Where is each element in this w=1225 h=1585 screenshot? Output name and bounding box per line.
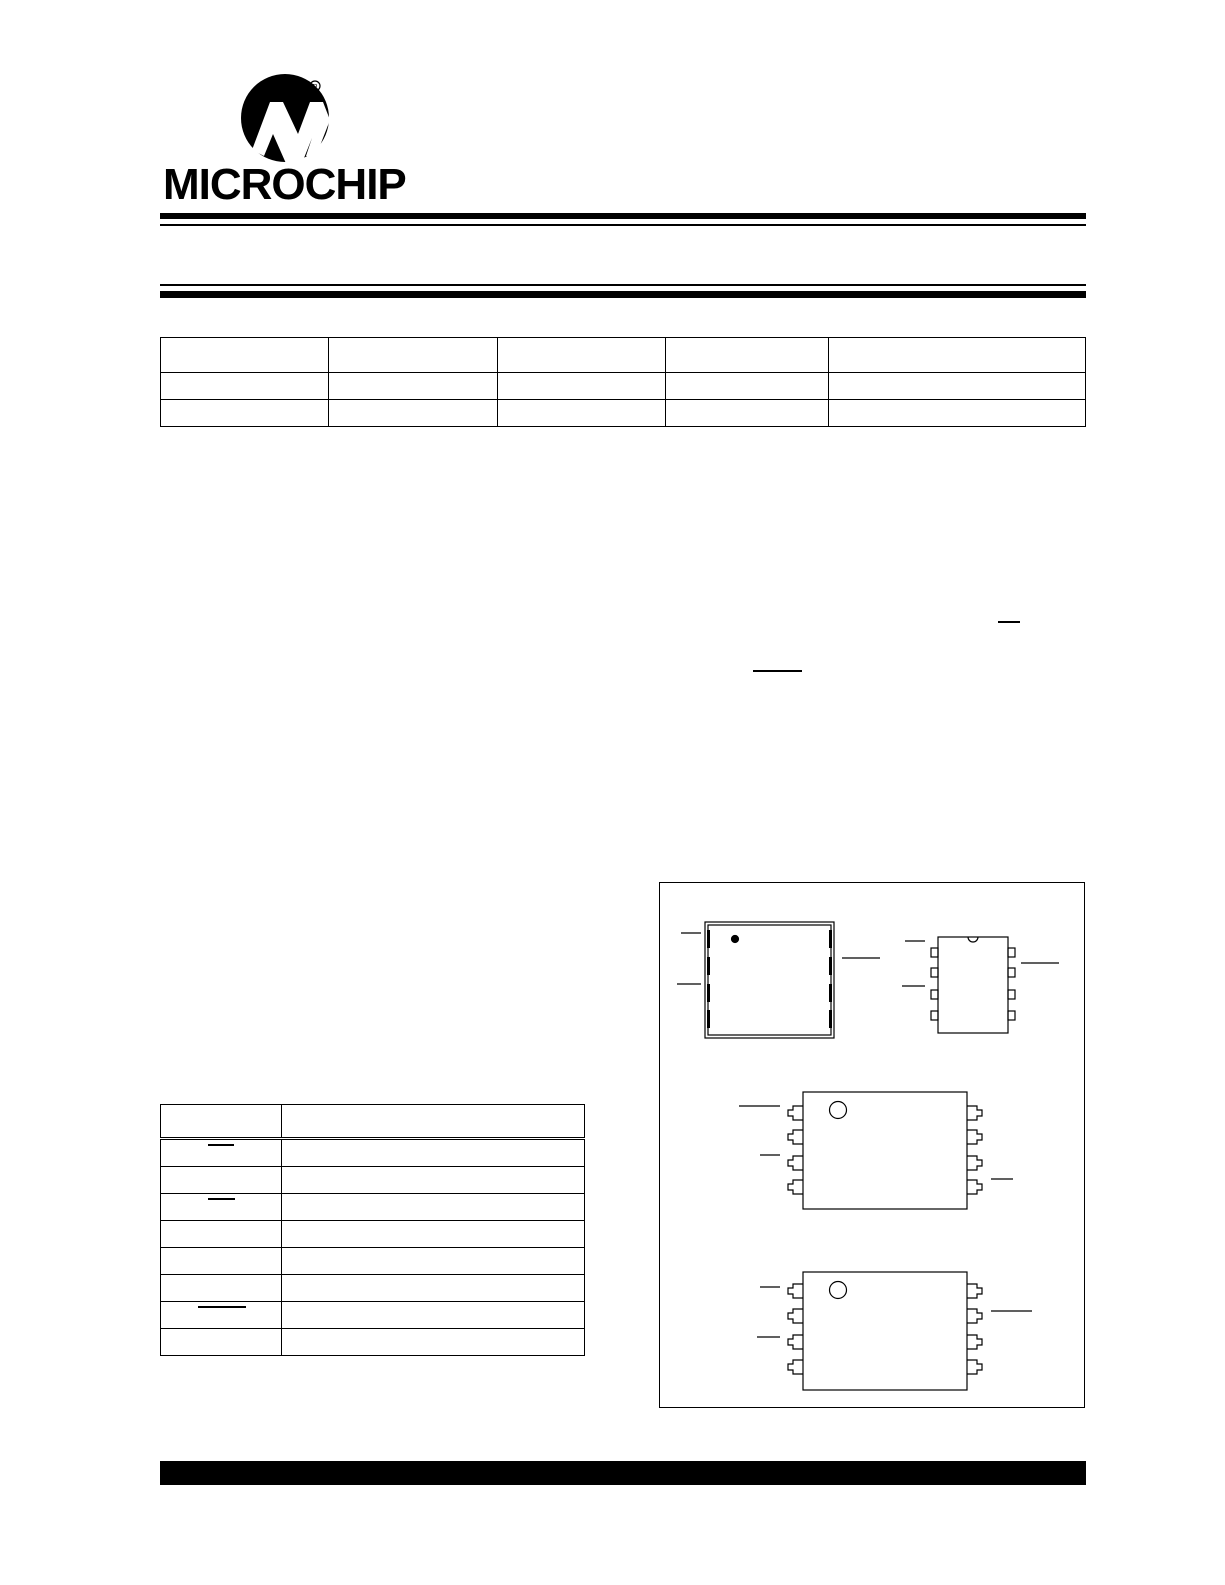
table-row [161, 400, 1086, 427]
table-row [161, 1248, 585, 1275]
table-row [161, 1167, 585, 1194]
table-row [161, 1194, 585, 1221]
header-rule-thin [160, 224, 1086, 226]
soic-package-diagram [739, 1092, 1013, 1209]
table-row [161, 1139, 585, 1167]
footer-bar [160, 1461, 1086, 1485]
title-rule-thick [160, 291, 1086, 298]
overbar-mark [753, 670, 802, 672]
table-row [161, 373, 1086, 400]
device-selection-table [160, 337, 1086, 427]
company-logo-text: MICROCHIP [163, 160, 406, 209]
header-rule-thick [160, 213, 1086, 219]
table-row [161, 1275, 585, 1302]
overbar-mark [998, 621, 1020, 623]
table-row [161, 1221, 585, 1248]
package-diagrams [659, 882, 1085, 1408]
table-row [161, 1329, 585, 1356]
pin-function-table [160, 1104, 585, 1356]
title-rule-thin [160, 284, 1086, 286]
table-row [161, 1302, 585, 1329]
table-header-row [161, 1105, 585, 1139]
registered-mark: R [312, 84, 318, 91]
pdip-package-diagram [902, 937, 1059, 1033]
table-header-row [161, 338, 1086, 373]
tssop-package-diagram [757, 1272, 1032, 1390]
